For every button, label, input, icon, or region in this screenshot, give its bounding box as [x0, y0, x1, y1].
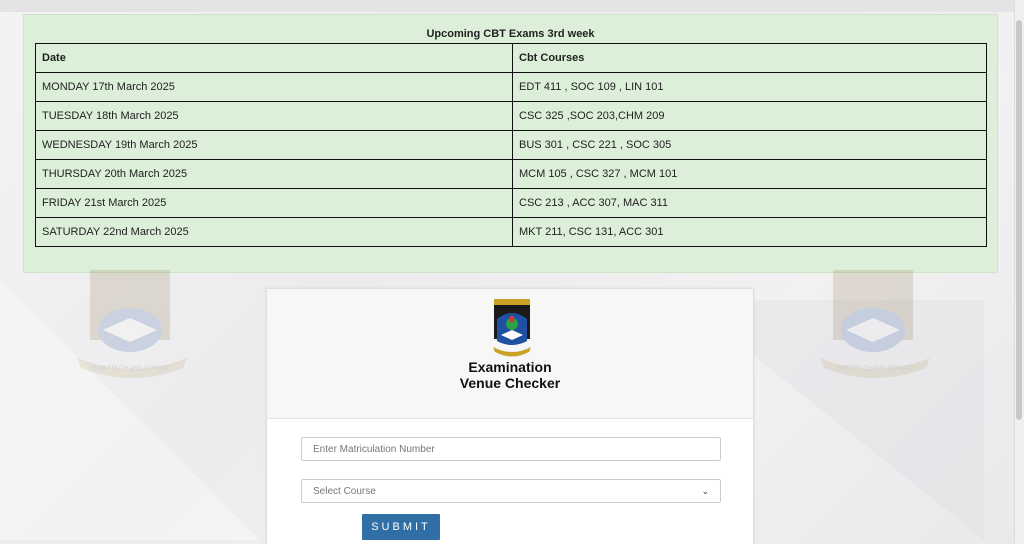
header-courses: Cbt Courses	[513, 44, 987, 73]
emblem-motto: FOR TRUTH AND SERVICE	[93, 366, 171, 372]
row-courses: MKT 211, CSC 131, ACC 301	[513, 218, 987, 247]
scrollbar[interactable]	[1014, 0, 1024, 544]
row-date: WEDNESDAY 19th March 2025	[36, 131, 513, 160]
table-row	[36, 102, 987, 131]
notice-title: Upcoming CBT Exams 3rd week	[426, 28, 595, 40]
header-date: Date	[36, 44, 513, 73]
university-logo-icon	[493, 299, 531, 357]
row-date: FRIDAY 21st March 2025	[36, 189, 513, 218]
row-date: SATURDAY 22nd March 2025	[36, 218, 513, 247]
submit-button[interactable]: SUBMIT	[362, 514, 440, 540]
table-row	[36, 131, 987, 160]
row-date: MONDAY 17th March 2025	[36, 73, 513, 102]
exam-notice	[23, 14, 998, 273]
title-line-1: Examination	[468, 359, 552, 375]
top-strip	[0, 0, 1014, 12]
row-courses: CSC 325 ,SOC 203,CHM 209	[513, 102, 987, 131]
row-date: TUESDAY 18th March 2025	[36, 102, 513, 131]
table-header-row	[36, 44, 987, 73]
course-select-value: Select Course	[313, 485, 376, 497]
venue-checker-card	[266, 288, 754, 544]
exam-schedule-table	[35, 43, 987, 247]
row-courses: MCM 105 , CSC 327 , MCM 101	[513, 160, 987, 189]
table-row	[36, 160, 987, 189]
matric-number-input[interactable]	[301, 437, 721, 461]
watermark-emblem	[818, 270, 933, 380]
watermark-emblem	[75, 270, 190, 380]
page-title	[267, 359, 753, 391]
row-courses: EDT 411 , SOC 109 , LIN 101	[513, 73, 987, 102]
table-row	[36, 218, 987, 247]
title-line-2: Venue Checker	[459, 375, 561, 391]
matric-number-placeholder: Enter Matriculation Number	[313, 443, 435, 455]
emblem-motto: FOR TRUTH AND SERVICE	[836, 366, 914, 372]
row-courses: CSC 213 , ACC 307, MAC 311	[513, 189, 987, 218]
scrollbar-thumb[interactable]	[1016, 20, 1022, 420]
table-row	[36, 189, 987, 218]
card-header	[267, 289, 753, 419]
row-date: THURSDAY 20th March 2025	[36, 160, 513, 189]
chevron-down-icon: ⌄	[701, 485, 709, 496]
table-row	[36, 73, 987, 102]
row-courses: BUS 301 , CSC 221 , SOC 305	[513, 131, 987, 160]
course-select[interactable]	[301, 479, 721, 503]
